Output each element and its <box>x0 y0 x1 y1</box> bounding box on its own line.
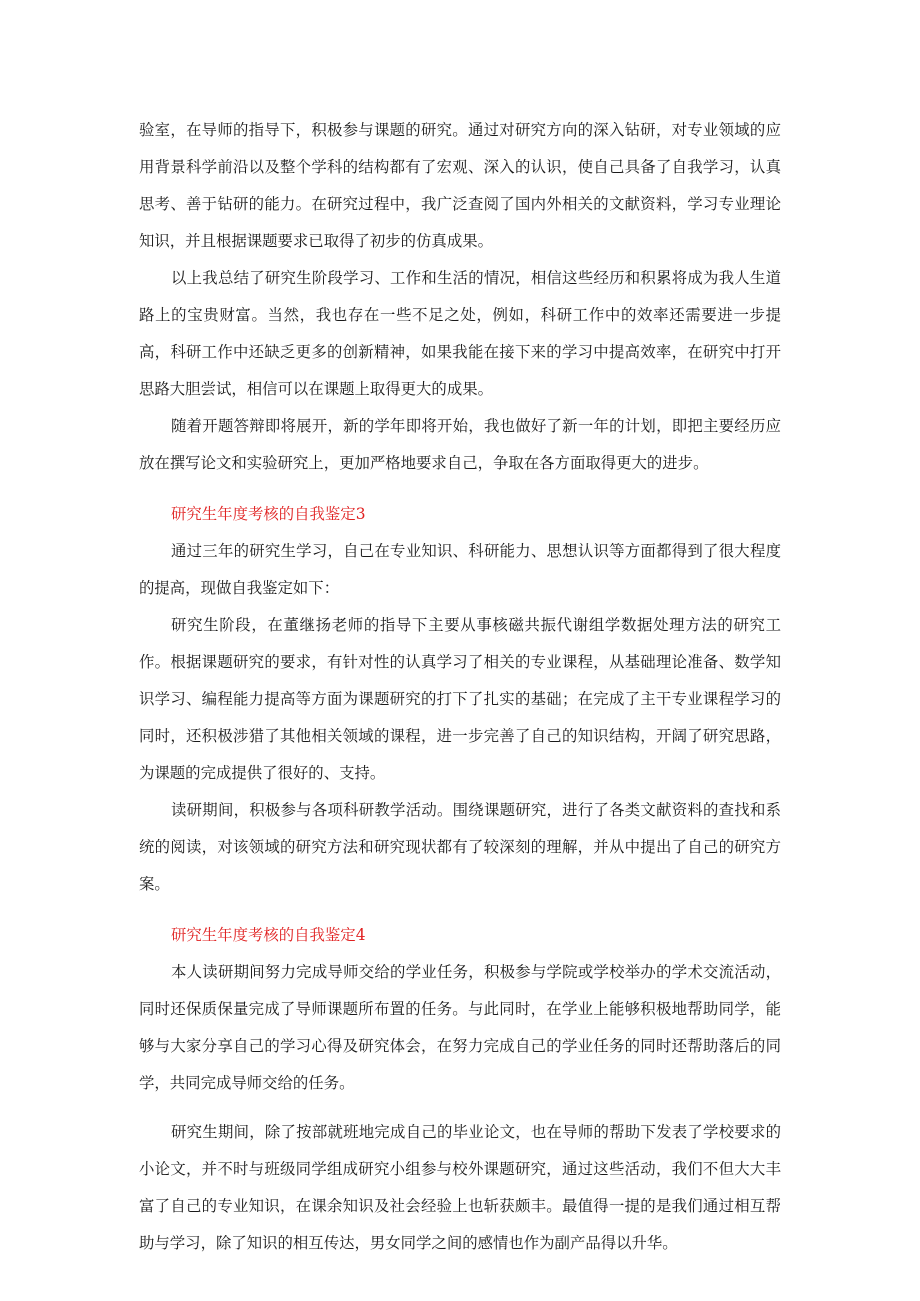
paragraph-plan: 随着开题答辩即将展开，新的学年即将开始，我也做好了新一年的计划，即把主要经历应放在撰写论文和实验研究上，更加严格地要求自己，争取在各方面取得更大的进步。 <box>139 417 781 472</box>
section-heading-4: 研究生年度考核的自我鉴定4 <box>171 926 366 944</box>
paragraph-lab-research: 验室，在导师的指导下，积极参与课题的研究。通过对研究方向的深入钻研，对专业领域的应用背景科学前沿以及整个学科的结构都有了宏观、深入的认识，使自己具备了自我学习，认真思考、善于钻研的能力。在研究过程中，我广泛查阅了国内外相关的文献资料，学习专业理论知识，并且根据课题要求已取得了初步的仿真成果。 <box>139 121 781 250</box>
paragraph-activities: 读研期间，积极参与各项科研教学活动。围绕课题研究，进行了各类文献资料的查找和系统的阅读，对该领域的研究方法和研究现状都有了较深刻的理解，并从中提出了自己的研究方案。 <box>139 801 781 893</box>
paragraph-intro-3: 通过三年的研究生学习，自己在专业知识、科研能力、思想认识等方面都得到了很大程度的提高，现做自我鉴定如下： <box>139 542 781 597</box>
section-heading-3: 研究生年度考核的自我鉴定3 <box>171 505 366 523</box>
section-spacer <box>139 903 781 917</box>
paragraph-spacer <box>139 1102 781 1114</box>
paragraph-graduate-period: 研究生期间，除了按部就班地完成自己的毕业论文，也在导师的帮助下发表了学校要求的小论文，并不时与班级同学组成研究小组参与校外课题研究，通过这些活动，我们不但大大丰富了自己的专业知识，在课余知识及社会经验上也斩获颇丰。最值得一提的是我们通过相互帮助与学习，除了知识的相互传达，男女同学之间的感情也作为副产品得以升华。 <box>139 1123 781 1252</box>
paragraph-tasks: 本人读研期间努力完成导师交给的学业任务，积极参与学院或学校举办的学术交流活动，同时还保质保量完成了导师课题所布置的任务。与此同时，在学业上能够积极地帮助同学，能够与大家分享自己的学习心得及研究体会，在努力完成自己的学业任务的同时还帮助落后的同学，共同完成导师交给的任务。 <box>139 963 781 1092</box>
section-spacer <box>139 482 781 496</box>
document-body <box>139 112 781 1262</box>
paragraph-research-stage: 研究生阶段，在董继扬老师的指导下主要从事核磁共振代谢组学数据处理方法的研究工作。根据课题研究的要求，有针对性的认真学习了相关的专业课程，从基础理论准备、数学知识学习、编程能力提高等方面为课题研究的打下了扎实的基础；在完成了主干专业课程学习的同时，还积极涉猎了其他相关领域的课程，进一步完善了自己的知识结构，开阔了研究思路，为课题的完成提供了很好的、支持。 <box>139 616 781 782</box>
paragraph-summary: 以上我总结了研究生阶段学习、工作和生活的情况，相信这些经历和积累将成为我人生道路上的宝贵财富。当然，我也存在一些不足之处，例如，科研工作中的效率还需要进一步提高，科研工作中还缺乏更多的创新精神，如果我能在接下来的学习中提高效率，在研究中打开思路大胆尝试，相信可以在课题上取得更大的成果。 <box>139 269 781 398</box>
